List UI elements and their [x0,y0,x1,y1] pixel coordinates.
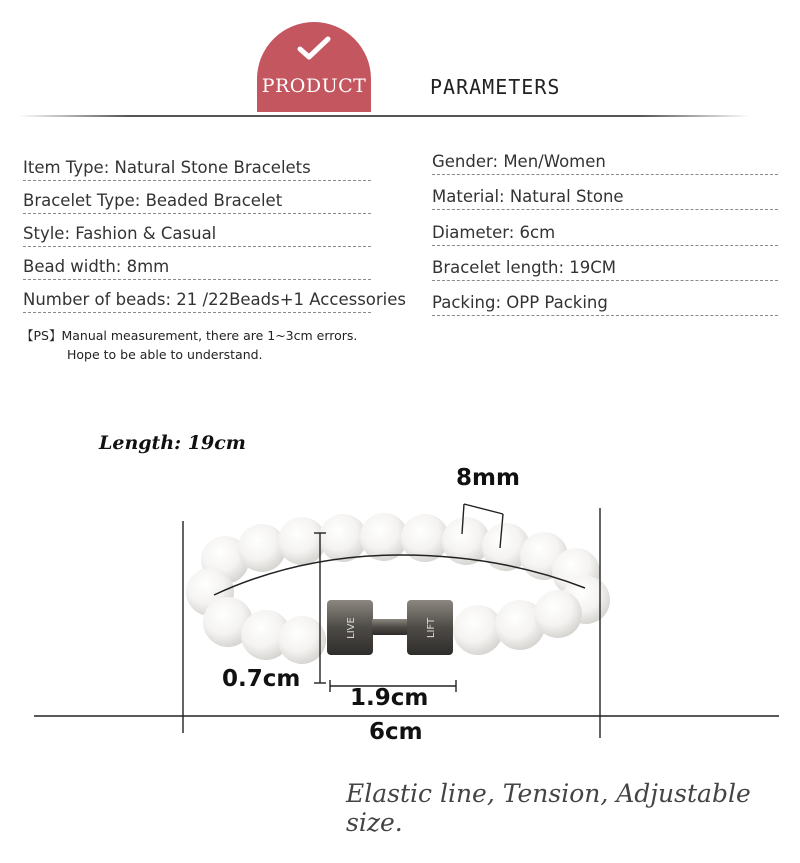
param-packing: Packing: OPP Packing [432,293,778,316]
diameter-label: 6cm [369,719,423,745]
charm-engraving-right: LIFT [426,617,437,639]
bracelet-beads [186,513,610,664]
param-diameter: Diameter: 6cm [432,223,778,246]
charm-engraving-left: LIVE [346,617,357,639]
dumbbell-charm [327,600,453,655]
length-label: Length: 19cm [99,432,246,454]
slogan: Elastic line, Tension, Adjustable size. [346,779,751,837]
param-bead-width: Bead width: 8mm [23,257,371,280]
note-line-1: 【PS】Manual measurement, there are 1~3cm errors. [21,328,358,343]
param-number-of-beads: Number of beads: 21 /22Beads+1 Accessories [23,290,371,313]
badge-label: PRODUCT [261,75,367,97]
param-material: Material: Natural Stone [432,187,778,210]
bead-size-label: 8mm [456,465,520,491]
param-bracelet-type: Bracelet Type: Beaded Bracelet [23,191,371,214]
charm-length-label: 1.9cm [350,685,429,711]
param-bracelet-length: Bracelet length: 19CM [432,258,778,281]
charm-height-label: 0.7cm [222,666,301,692]
param-gender: Gender: Men/Women [432,152,778,175]
param-style: Style: Fashion & Casual [23,224,371,247]
page-title: PARAMETERS [430,75,561,99]
param-item-type: Item Type: Natural Stone Bracelets [23,158,371,181]
note-line-2: Hope to be able to understand. [67,347,263,362]
